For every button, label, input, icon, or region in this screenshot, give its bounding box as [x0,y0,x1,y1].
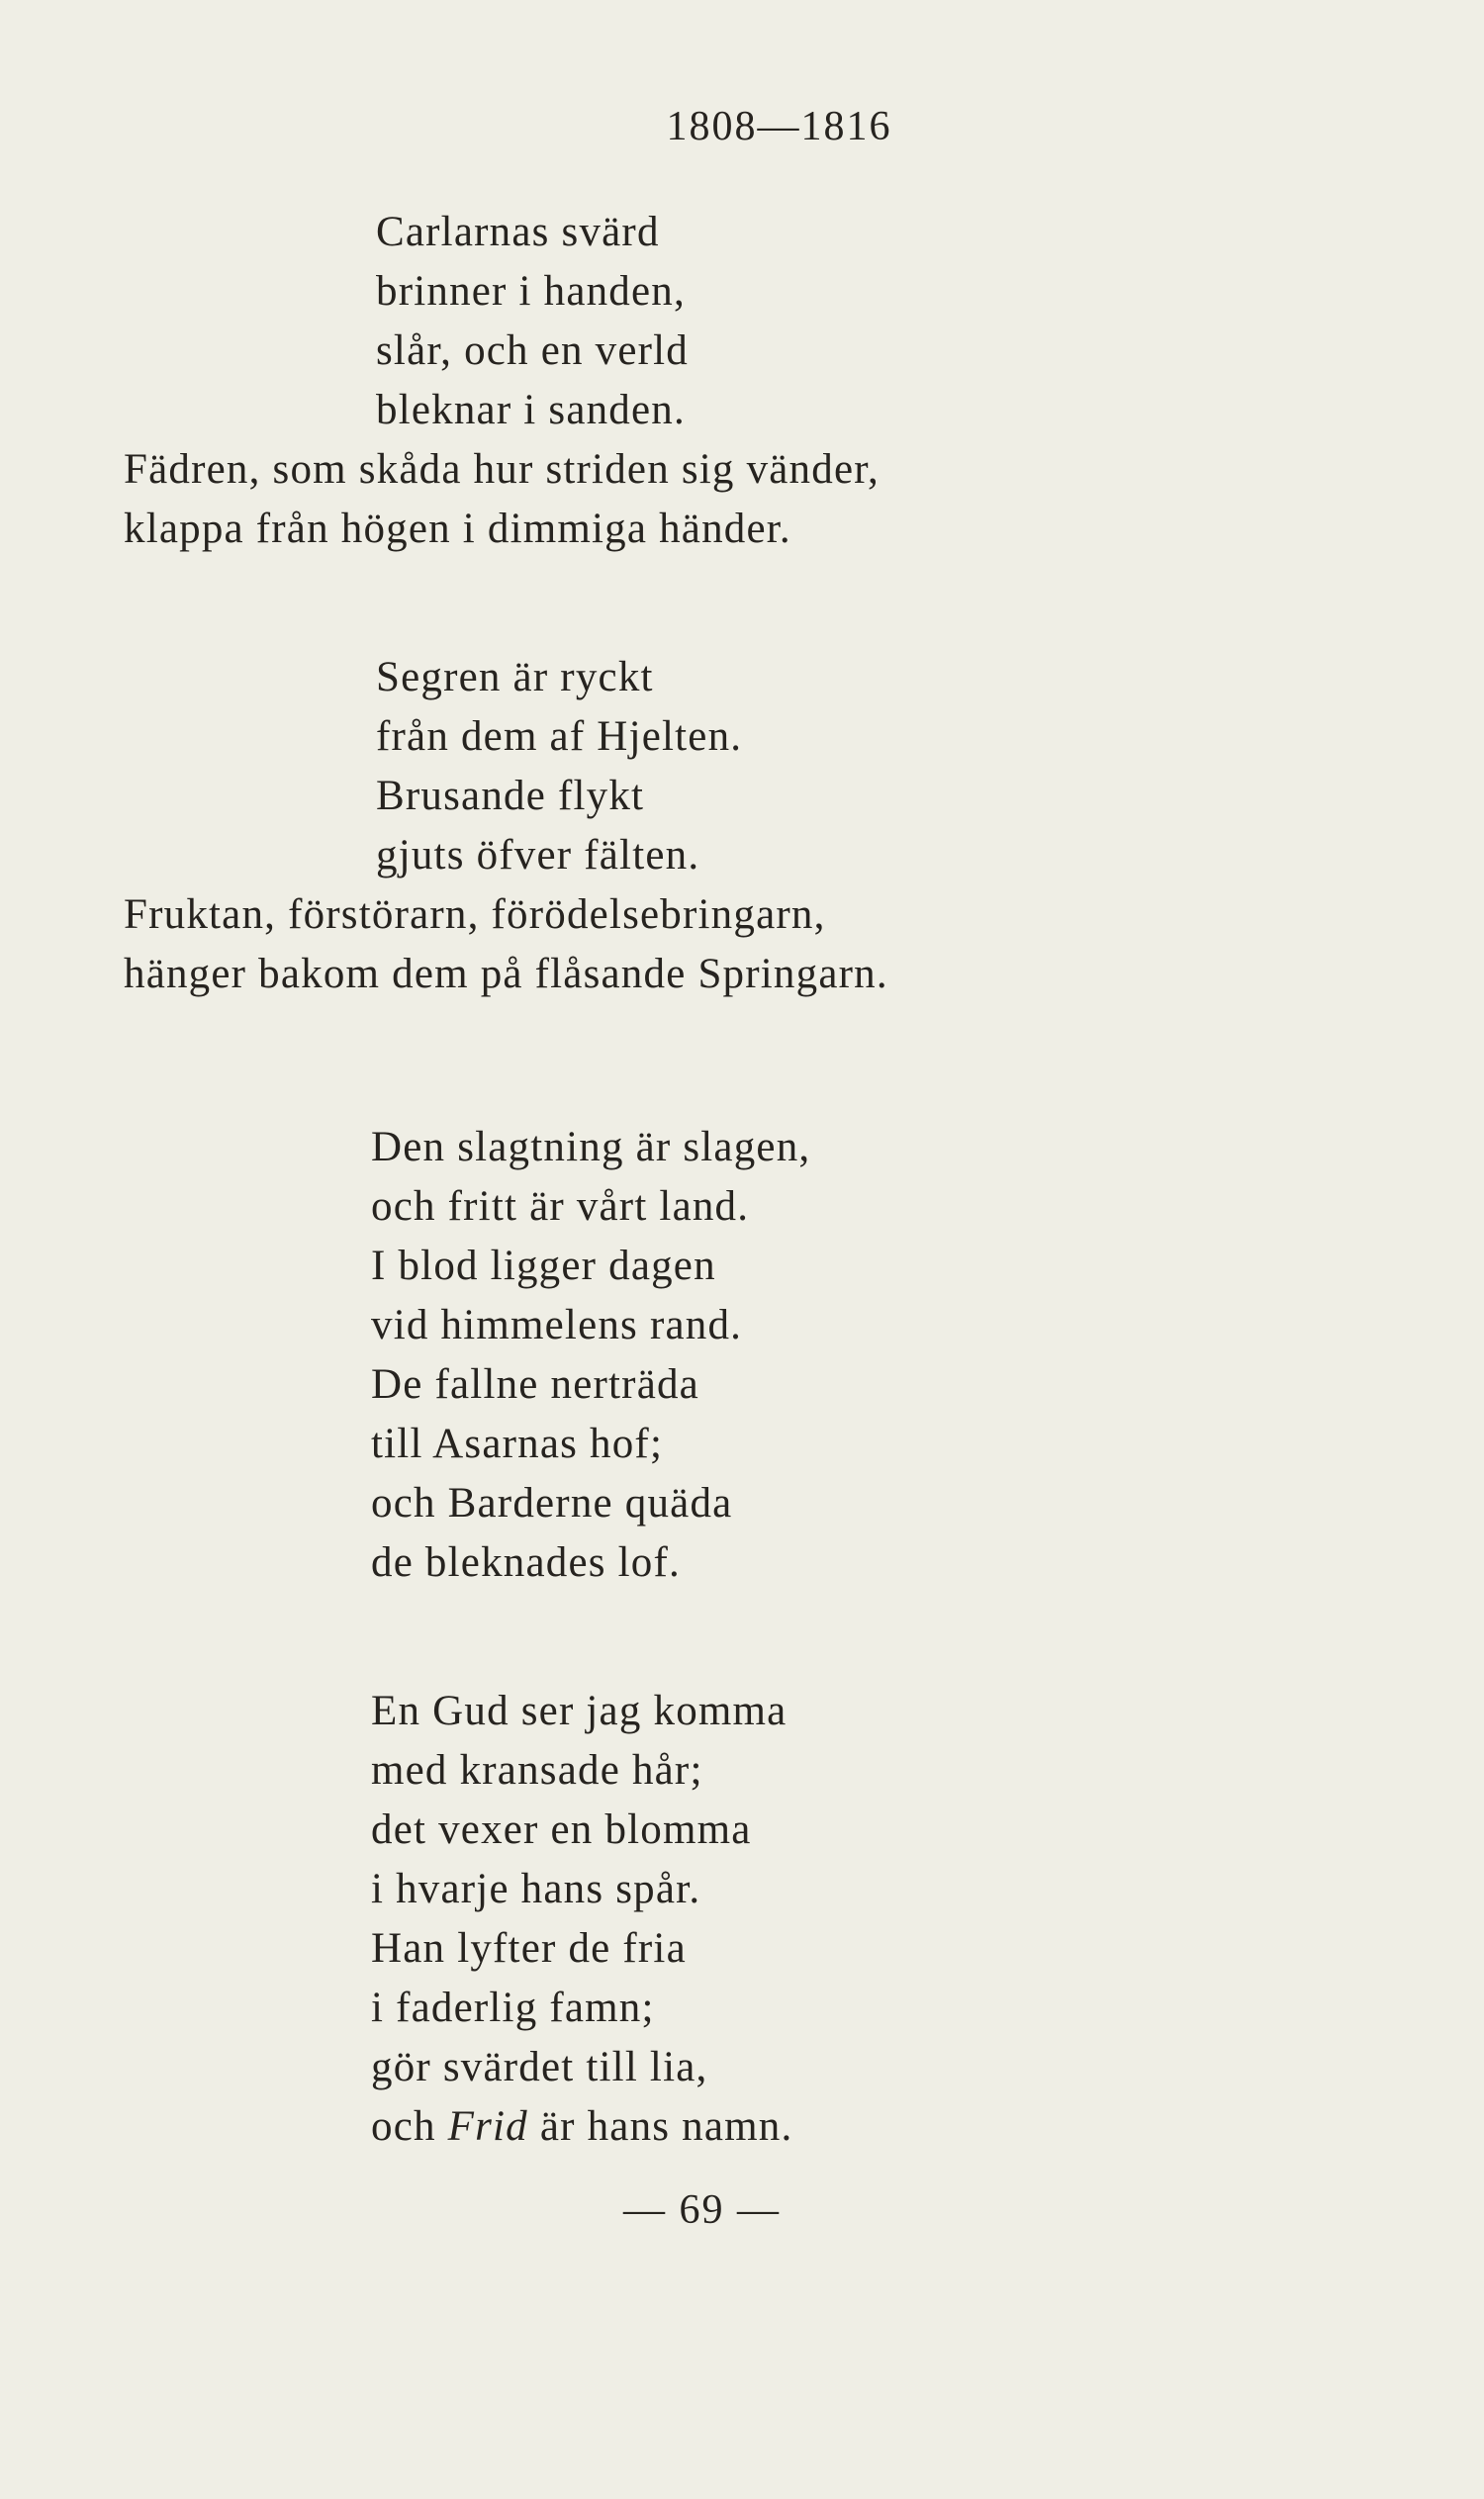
verse-text: är hans namn. [527,2103,793,2150]
verse-line: i hvarje hans spår. [371,1866,701,1912]
verse-line: hänger bakom dem på flåsande Springarn. [124,951,888,997]
verse-line: i faderlig famn; [371,1985,655,2031]
verse-italic-word: Frid [447,2103,528,2150]
page-number: — 69 — [623,2187,781,2233]
verse-line: från dem af Hjelten. [376,713,743,760]
verse-line: Fädren, som skåda hur striden sig vänder, [124,446,880,493]
verse-line: bleknar i sanden. [376,387,686,433]
stanza-1 [124,203,880,559]
verse-line: En Gud ser jag komma [371,1688,788,1734]
verse-line: Carlarnas svärd [376,209,660,255]
verse-line: och Barderne quäda [371,1480,733,1527]
verse-line: gjuts öfver fälten. [376,832,700,879]
verse-line: Segren är ryckt [376,654,654,700]
stanza-2 [124,648,888,1004]
verse-line: Brusande flykt [376,773,645,819]
verse-line: det vexer en blomma [371,1806,752,1853]
verse-line: vid himmelens rand. [371,1302,743,1348]
verse-line: I blod ligger dagen [371,1243,716,1289]
verse-line: de bleknades lof. [371,1539,681,1586]
verse-line: De fallne nerträda [371,1361,699,1408]
verse-line: Han lyfter de fria [371,1925,687,1972]
verse-line: brinner i handen, [376,268,686,315]
verse-line: Fruktan, förstörarn, förödelsebringarn, [124,891,826,938]
verse-line: klappa från högen i dimmiga händer. [124,506,791,552]
verse-text: och [371,2103,448,2150]
verse-line: med kransade hår; [371,1747,703,1794]
running-head: 1808—1816 [666,104,892,149]
verse-line: och fritt är vårt land. [371,1183,750,1230]
stanza-3 [371,1118,810,1593]
stanza-4 [371,1682,792,2157]
verse-line: gör svärdet till lia, [371,2044,708,2090]
verse-line: slår, och en verld [376,327,689,374]
verse-line: Den slagtning är slagen, [371,1124,811,1170]
verse-line: till Asarnas hof; [371,1421,664,1467]
verse-line-last [371,2097,792,2157]
